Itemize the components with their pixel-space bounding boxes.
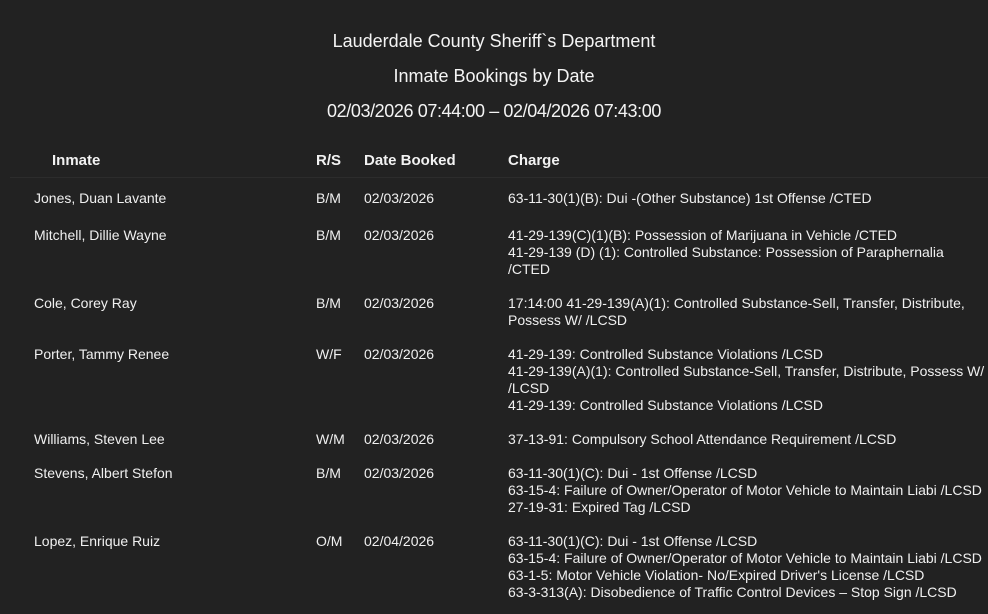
- race-sex: B/M: [316, 291, 364, 342]
- table-row: [10, 342, 988, 427]
- date-booked: 02/03/2026: [364, 461, 508, 529]
- column-header-date-booked: Date Booked: [364, 142, 508, 178]
- table-row: [10, 291, 988, 342]
- report-header: [0, 0, 988, 129]
- charges-cell: [508, 223, 988, 291]
- charge-line: 41-29-139: Controlled Substance Violations /LCSD: [508, 346, 988, 363]
- table-header-row: [10, 142, 988, 178]
- inmate-name: Porter, Tammy Renee: [10, 342, 316, 427]
- charge-line: 63-11-30(1)(B): Dui -(Other Substance) 1st Offense /CTED: [508, 190, 988, 207]
- charges-cell: [508, 291, 988, 342]
- date-booked: 02/03/2026: [364, 223, 508, 291]
- charges-cell: [508, 427, 988, 461]
- race-sex: W/M: [316, 427, 364, 461]
- table-body: [10, 178, 988, 614]
- charge-line: 63-15-4: Failure of Owner/Operator of Motor Vehicle to Maintain Liabi /LCSD: [508, 482, 988, 499]
- charge-line: 37-13-91: Compulsory School Attendance Requirement /LCSD: [508, 431, 988, 448]
- charges-cell: [508, 178, 988, 224]
- charge-line: 17:14:00 41-29-139(A)(1): Controlled Substance-Sell, Transfer, Distribute, Possess W/ /LCSD: [508, 295, 988, 329]
- table-row: [10, 461, 988, 529]
- charge-line: 63-3-313(A): Disobedience of Traffic Control Devices – Stop Sign /LCSD: [508, 584, 988, 601]
- date-booked: 02/03/2026: [364, 178, 508, 224]
- charge-line: 63-11-30(1)(C): Dui - 1st Offense /LCSD: [508, 533, 988, 550]
- table-row: [10, 529, 988, 614]
- column-header-charge: Charge: [508, 142, 988, 178]
- charges-cell: [508, 529, 988, 614]
- charges-cell: [508, 342, 988, 427]
- race-sex: B/M: [316, 178, 364, 224]
- race-sex: B/M: [316, 223, 364, 291]
- inmate-name: Cole, Corey Ray: [10, 291, 316, 342]
- date-booked: 02/03/2026: [364, 427, 508, 461]
- charge-line: 63-11-30(1)(C): Dui - 1st Offense /LCSD: [508, 465, 988, 482]
- inmate-name: Mitchell, Dillie Wayne: [10, 223, 316, 291]
- inmate-name: Stevens, Albert Stefon: [10, 461, 316, 529]
- charge-line: 41-29-139: Controlled Substance Violations /LCSD: [508, 397, 988, 414]
- charge-line: 63-15-4: Failure of Owner/Operator of Motor Vehicle to Maintain Liabi /LCSD: [508, 550, 988, 567]
- column-header-rs: R/S: [316, 142, 364, 178]
- charges-cell: [508, 461, 988, 529]
- date-booked: 02/03/2026: [364, 342, 508, 427]
- date-range: 02/03/2026 07:44:00 – 02/04/2026 07:43:00: [0, 94, 988, 129]
- race-sex: B/M: [316, 461, 364, 529]
- race-sex: W/F: [316, 342, 364, 427]
- charge-line: 41-29-139(A)(1): Controlled Substance-Sell, Transfer, Distribute, Possess W/ /LCSD: [508, 363, 988, 397]
- date-booked: 02/03/2026: [364, 291, 508, 342]
- inmate-name: Williams, Steven Lee: [10, 427, 316, 461]
- inmate-name: Lopez, Enrique Ruiz: [10, 529, 316, 614]
- agency-name: Lauderdale County Sheriff`s Department: [0, 24, 988, 59]
- date-booked: 02/04/2026: [364, 529, 508, 614]
- table-row: [10, 223, 988, 291]
- charge-line: 41-29-139 (D) (1): Controlled Substance: Possession of Paraphernalia /CTED: [508, 244, 988, 278]
- charge-line: 41-29-139(C)(1)(B): Possession of Marijuana in Vehicle /CTED: [508, 227, 988, 244]
- report-title: Inmate Bookings by Date: [0, 59, 988, 94]
- charge-line: 63-1-5: Motor Vehicle Violation- No/Expired Driver's License /LCSD: [508, 567, 988, 584]
- table-row: [10, 427, 988, 461]
- race-sex: O/M: [316, 529, 364, 614]
- inmate-name: Jones, Duan Lavante: [10, 178, 316, 224]
- charge-line: 27-19-31: Expired Tag /LCSD: [508, 499, 988, 516]
- column-header-inmate: Inmate: [10, 142, 316, 178]
- table-row: [10, 178, 988, 224]
- bookings-table: [10, 142, 988, 614]
